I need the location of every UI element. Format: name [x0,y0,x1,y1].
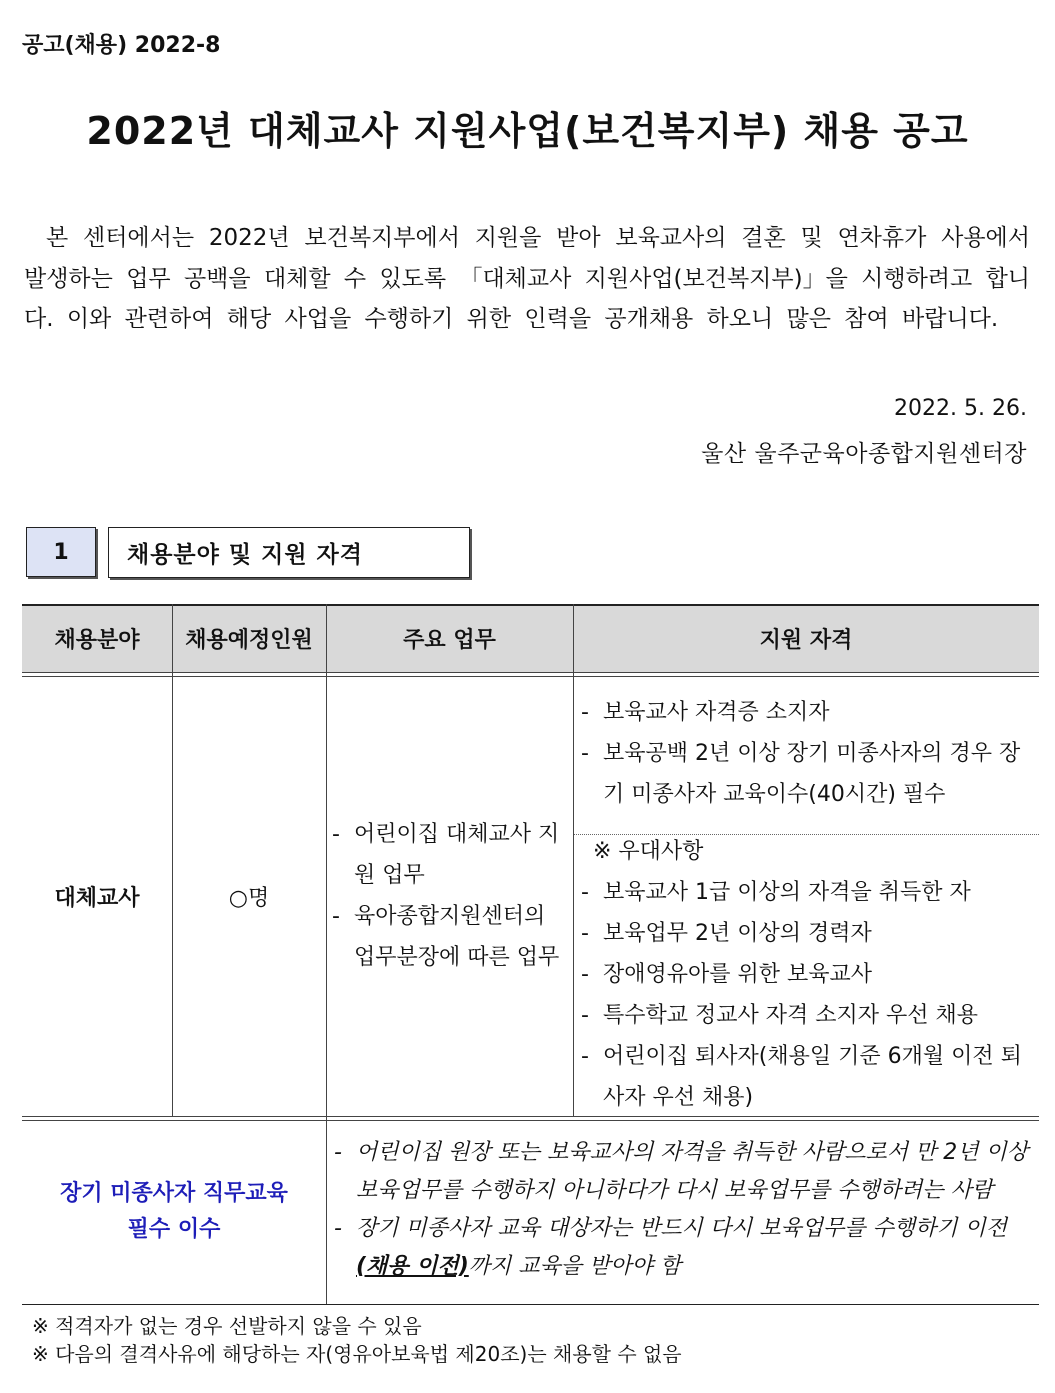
list-item: - 장애영유아를 위한 보육교사 [581,962,873,987]
list-item: - 어린이집 원장 또는 보육교사의 자격을 취득한 사람으로서 만 2년 이상 보육업무를 수행하지 아니하다가 다시 보육업무를 수행하려는 사람 [334,1140,1028,1203]
list-item: - 보육교사 1급 이상의 자격을 취득한 자 [581,880,971,905]
headcount-cell: ○명 [228,885,270,911]
list-item: - 보육공백 2년 이상 장기 미종사자의 경우 장기 미종사자 교육이수(40시간) 필수 [581,741,1021,807]
list-item: - 장기 미종사자 교육 대상자는 반드시 다시 보육업무를 수행하기 이전 (채용 이전)까지 교육을 받아야 함 [334,1216,1008,1279]
intro-text: 본 센터에서는 2022년 보건복지부에서 지원을 받아 보육교사의 결혼 및 연차휴가 사용에서 발생하는 업무 공백을 대체할 수 있도록 「대체교사 지원사업(보건복지부)」을 시행하려고 합니다. 이와 관련하여 해당 사업을 수행하기 위한 인력을 공개채용 하오니 많은 참여 바랍니다. [24,225,1030,332]
section-title-box: 채용분야 및 지원 자격 [108,527,470,578]
training-content [326,1134,1039,1286]
header-duties: 주요 업무 [403,627,496,653]
emphasis-text: (채용 이전) [356,1254,469,1279]
section-number-box: 1 [26,527,96,577]
list-item: - 특수학교 정교사 자격 소지자 우선 채용 [581,1003,978,1028]
header-field: 채용분야 [54,627,140,653]
qualifications-cell [573,692,1039,815]
preference-title: ※ 우대사항 [593,839,704,864]
footnote-1: ※ 적격자가 없는 경우 선발하지 않을 수 있음 [32,1314,422,1338]
list-item: - 보육업무 2년 이상의 경력자 [581,921,872,946]
notice-number: 공고(채용) 2022-8 [22,33,221,58]
intro-paragraph [24,218,1030,340]
recruitment-table [22,604,1039,1305]
notice-date: 2022. 5. 26. [894,396,1027,421]
duties-cell [326,676,573,1116]
header-qualifications: 지원 자격 [759,627,853,653]
list-item: - 육아종합지원센터의 업무분장에 따른 업무 [332,904,560,970]
organization-name: 울산 울주군육아종합지원센터장 [701,441,1027,467]
field-cell: 대체교사 [54,885,140,911]
page-title: 2022년 대체교사 지원사업(보건복지부) 채용 공고 [86,109,969,153]
header-headcount: 채용예정인원 [185,627,313,653]
footnote-2: ※ 다음의 결격사유에 해당하는 자(영유아보육법 제20조)는 채용할 수 없음 [32,1342,682,1366]
training-label: 장기 미종사자 직무교육 필수 이수 [60,1181,288,1242]
list-item: - 어린이집 퇴사자(채용일 기준 6개월 이전 퇴사자 우선 채용) [581,1044,1022,1110]
preferences-cell [573,831,1039,1118]
list-item: - 보육교사 자격증 소지자 [581,700,830,725]
list-item: - 어린이집 대체교사 지원 업무 [332,822,560,888]
